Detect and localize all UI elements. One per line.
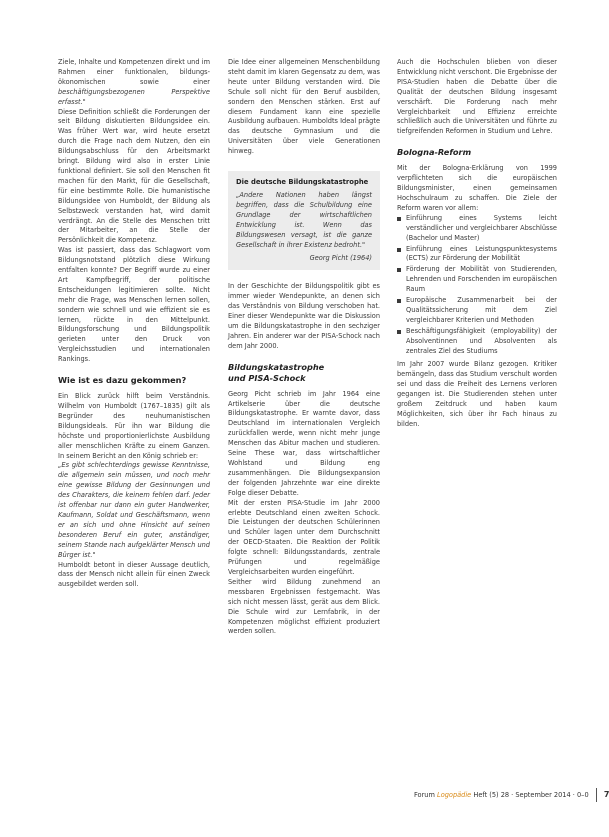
paragraph: Mit der Bologna-Erklärung von 1999 verpflichteten sich die europäischen Bildungsminister, einen gemeinsamen Hochschulraum zu schaffen. Die Ziele der Reform waren vor allem: [397,164,557,212]
bullet-list [397,214,557,357]
footer-brand: Logopädie [437,791,472,799]
paragraph: Was ist passiert, dass das Schlagwort vom Bildungsnotstand plötzlich diese Wirkung entfalten konnte? Der Begriff wurde zu einer Art Kampfbegriff, der politische Entscheidungen legitimieren sollte. Nicht mehr die Frage, was Menschen lernen sollen, sondern wie schnell und wie effizient sie es lernen, rückte in den Mittelpunkt. Bildungsforschung und Bildungspolitik gerieten unter den Druck von Vergleichsstudien und internationalen Rankings. [58,246,210,364]
paragraph: Georg Picht schrieb im Jahr 1964 eine Artikelserie über die deutsche Bildungskatastrophe. Er warnte davor, dass Deutschland im internationalen Vergleich zurückfallen werde, wenn nicht mehr junge Menschen das Abitur machen und studieren. Seine These war, dass wirtschaftlicher Wohlstand und Bildung eng zusammenhängen. Die Bildungsexpansion der folgenden Jahrzehnte war eine direkte Folge dieser Debatte. [228,389,380,497]
footer-divider [596,788,597,802]
section-heading [228,362,380,384]
paragraph: Diese Definition schließt die Forderungen der seit Bildung diskutierten Bildungsidee ein. Was früher Wert war, wird heute ersetzt durch die Frage nach dem Nutzen, den ein Bildungsabschluss für den Arbeitsmarkt bringt. Bildung wird also in erster Linie funktional definiert. Sie soll den Menschen fit machen für den Markt, für die Gesellschaft, für eine bestimmte Rolle. Die humanistische Bildungsidee von Humboldt, der Bildung als Selbstzweck verstanden hat, wird damit verdrängt. An die Stelle des Menschen tritt der Mitarbeiter, an die Stelle der Persönlichkeit die Kompetenz. [58,107,210,245]
section-heading-line-2: und PISA-Schock [228,372,306,383]
paragraph [58,58,210,108]
list-item: Beschäftigungsfähigkeit (employability) der Absolventinnen und Absolventen als zentrales Ziel des Studiums [397,327,557,357]
quote-box [228,171,380,270]
paragraph: Im Jahr 2007 wurde Bilanz gezogen. Kritiker bemängeln, dass das Studium verschult worden sei und dass die Freiheit des Lernens verloren gegangen ist. Die Studierenden stehen unter großem Zeitdruck und haben kaum Möglichkeiten, sich über ihr Fach hinaus zu bilden. [397,360,557,428]
section-heading: Wie ist es dazu gekommen? [58,375,187,386]
list-item: Förderung der Mobilität von Studierenden, Lehrenden und Forschenden im europäischen Raum [397,265,557,295]
paragraph-text: Ziele, Inhalte und Kompetenzen direkt und im Rahmen einer funktionalen, bildungs-ökonomischen sowie einer [58,58,210,86]
column-left [58,58,210,590]
quote-box-text: „Andere Nationen haben längst begriffen, dass die Schulbildung eine Grundlage der wirtschaftlichen Entwicklung ist. Wenn das Bildungswesen versagt, ist die ganze Gesellschaft in ihrer Existenz bedroht." [236,190,372,249]
quote-box-title: Die deutsche Bildungskatastrophe [236,178,369,187]
paragraph: Humboldt betont in dieser Aussage deutlich, dass der Mensch nicht allein für einen Zweck ausgebildet werden soll. [58,560,210,589]
quote-paragraph: „Es gibt schlechterdings gewisse Kenntnisse, die allgemein sein müssen, und noch mehr eine gewisse Bildung der Gesinnungen und des Charakters, die keinem fehlen darf. Jeder ist offenbar nur dann ein guter Handwerker, Kaufmann, Soldat und Geschäftsmann, wenn er an sich und ohne Hinsicht auf seinen besonderen Beruf ein guter, anständiger, seinem Stande nach aufgeklärter Mensch und Bürger ist." [58,461,210,559]
page-number: 7 [603,790,609,799]
column-right [397,58,557,430]
footer-issue: Heft (5) 28 · September 2014 · 0–0 [473,791,589,799]
list-item: Einführung eines Leistungspunktesystems (ECTS) zur Förderung der Mobilität [397,245,557,265]
paragraph: Seither wird Bildung zunehmend an messbaren Ergebnissen festgemacht. Was sich nicht messen lässt, gerät aus dem Blick. Die Schule wird zur Lernfabrik, in der Kompetenzen möglichst effizient produziert werden sollen. [228,577,380,636]
paragraph: Die Idee einer allgemeinen Menschenbildung steht damit im klaren Gegensatz zu dem, was heute unter Bildung verstanden wird. Die Schule soll nicht für den Beruf ausbilden, sondern den Menschen stärken. Erst auf diesem Fundament kann eine spezielle Ausbildung aufbauen. Humboldts Ideal prägte das deutsche Gymnasium und die Universitäten über viele Generationen hinweg. [228,58,381,156]
quote-box-source: Georg Picht (1964) [309,254,372,263]
page-footer [414,788,609,802]
section-heading: Bologna-Reform [397,147,472,158]
list-item: Einführung eines Systems leicht verständlicher und vergleichbarer Abschlüsse (Bachelor und Master) [397,214,557,244]
column-middle [228,58,380,637]
paragraph-italic: beschäftigungsbezogenen Perspektive erfasst." [58,87,210,106]
list-item: Europäische Zusammenarbeit bei der Qualitätssicherung mit dem Ziel vergleichbarer Kriterien und Methoden [397,296,557,326]
paragraph: Auch die Hochschulen blieben von dieser Entwicklung nicht verschont. Die Ergebnisse der PISA-Studien haben die Debatte über die Qualität der deutschen Bildung insgesamt verschärft. Die Forderung nach mehr Vergleichbarkeit und Effizienz erreichte schließlich auch die Universitäten und führte zu tiefgreifenden Reformen in Studium und Lehre. [397,58,557,136]
paragraph: In der Geschichte der Bildungspolitik gibt es immer wieder Wendepunkte, an denen sich das Verständnis von Bildung verschoben hat. Einer dieser Wendepunkte war die Diskussion um die Bildungskatastrophe in den sechziger Jahren. Ein anderer war der PISA-Schock nach dem Jahr 2000. [228,282,380,350]
paragraph: Mit der ersten PISA-Studie im Jahr 2000 erlebte Deutschland einen zweiten Schock. Die Leistungen der deutschen Schülerinnen und Schüler lagen unter dem Durchschnitt der OECD-Staaten. Die Reaktion der Politik folgte schnell: Bildungsstandards, zentrale Prüfungen und regelmäßige Vergleichsarbeiten wurden eingeführt. [228,498,380,576]
paragraph: Ein Blick zurück hilft beim Verständnis. Wilhelm von Humboldt (1767–1835) gilt als Begründer des neuhumanistischen Bildungsideals. Für ihn war Bildung die höchste und proportionierlichste Ausbildung aller menschlichen Kräfte zu einem Ganzen. In seinem Bericht an den König schrieb er: [58,392,210,460]
footer-forum: Forum [414,791,435,799]
section-heading-line-1: Bildungskatastrophe [228,361,325,372]
